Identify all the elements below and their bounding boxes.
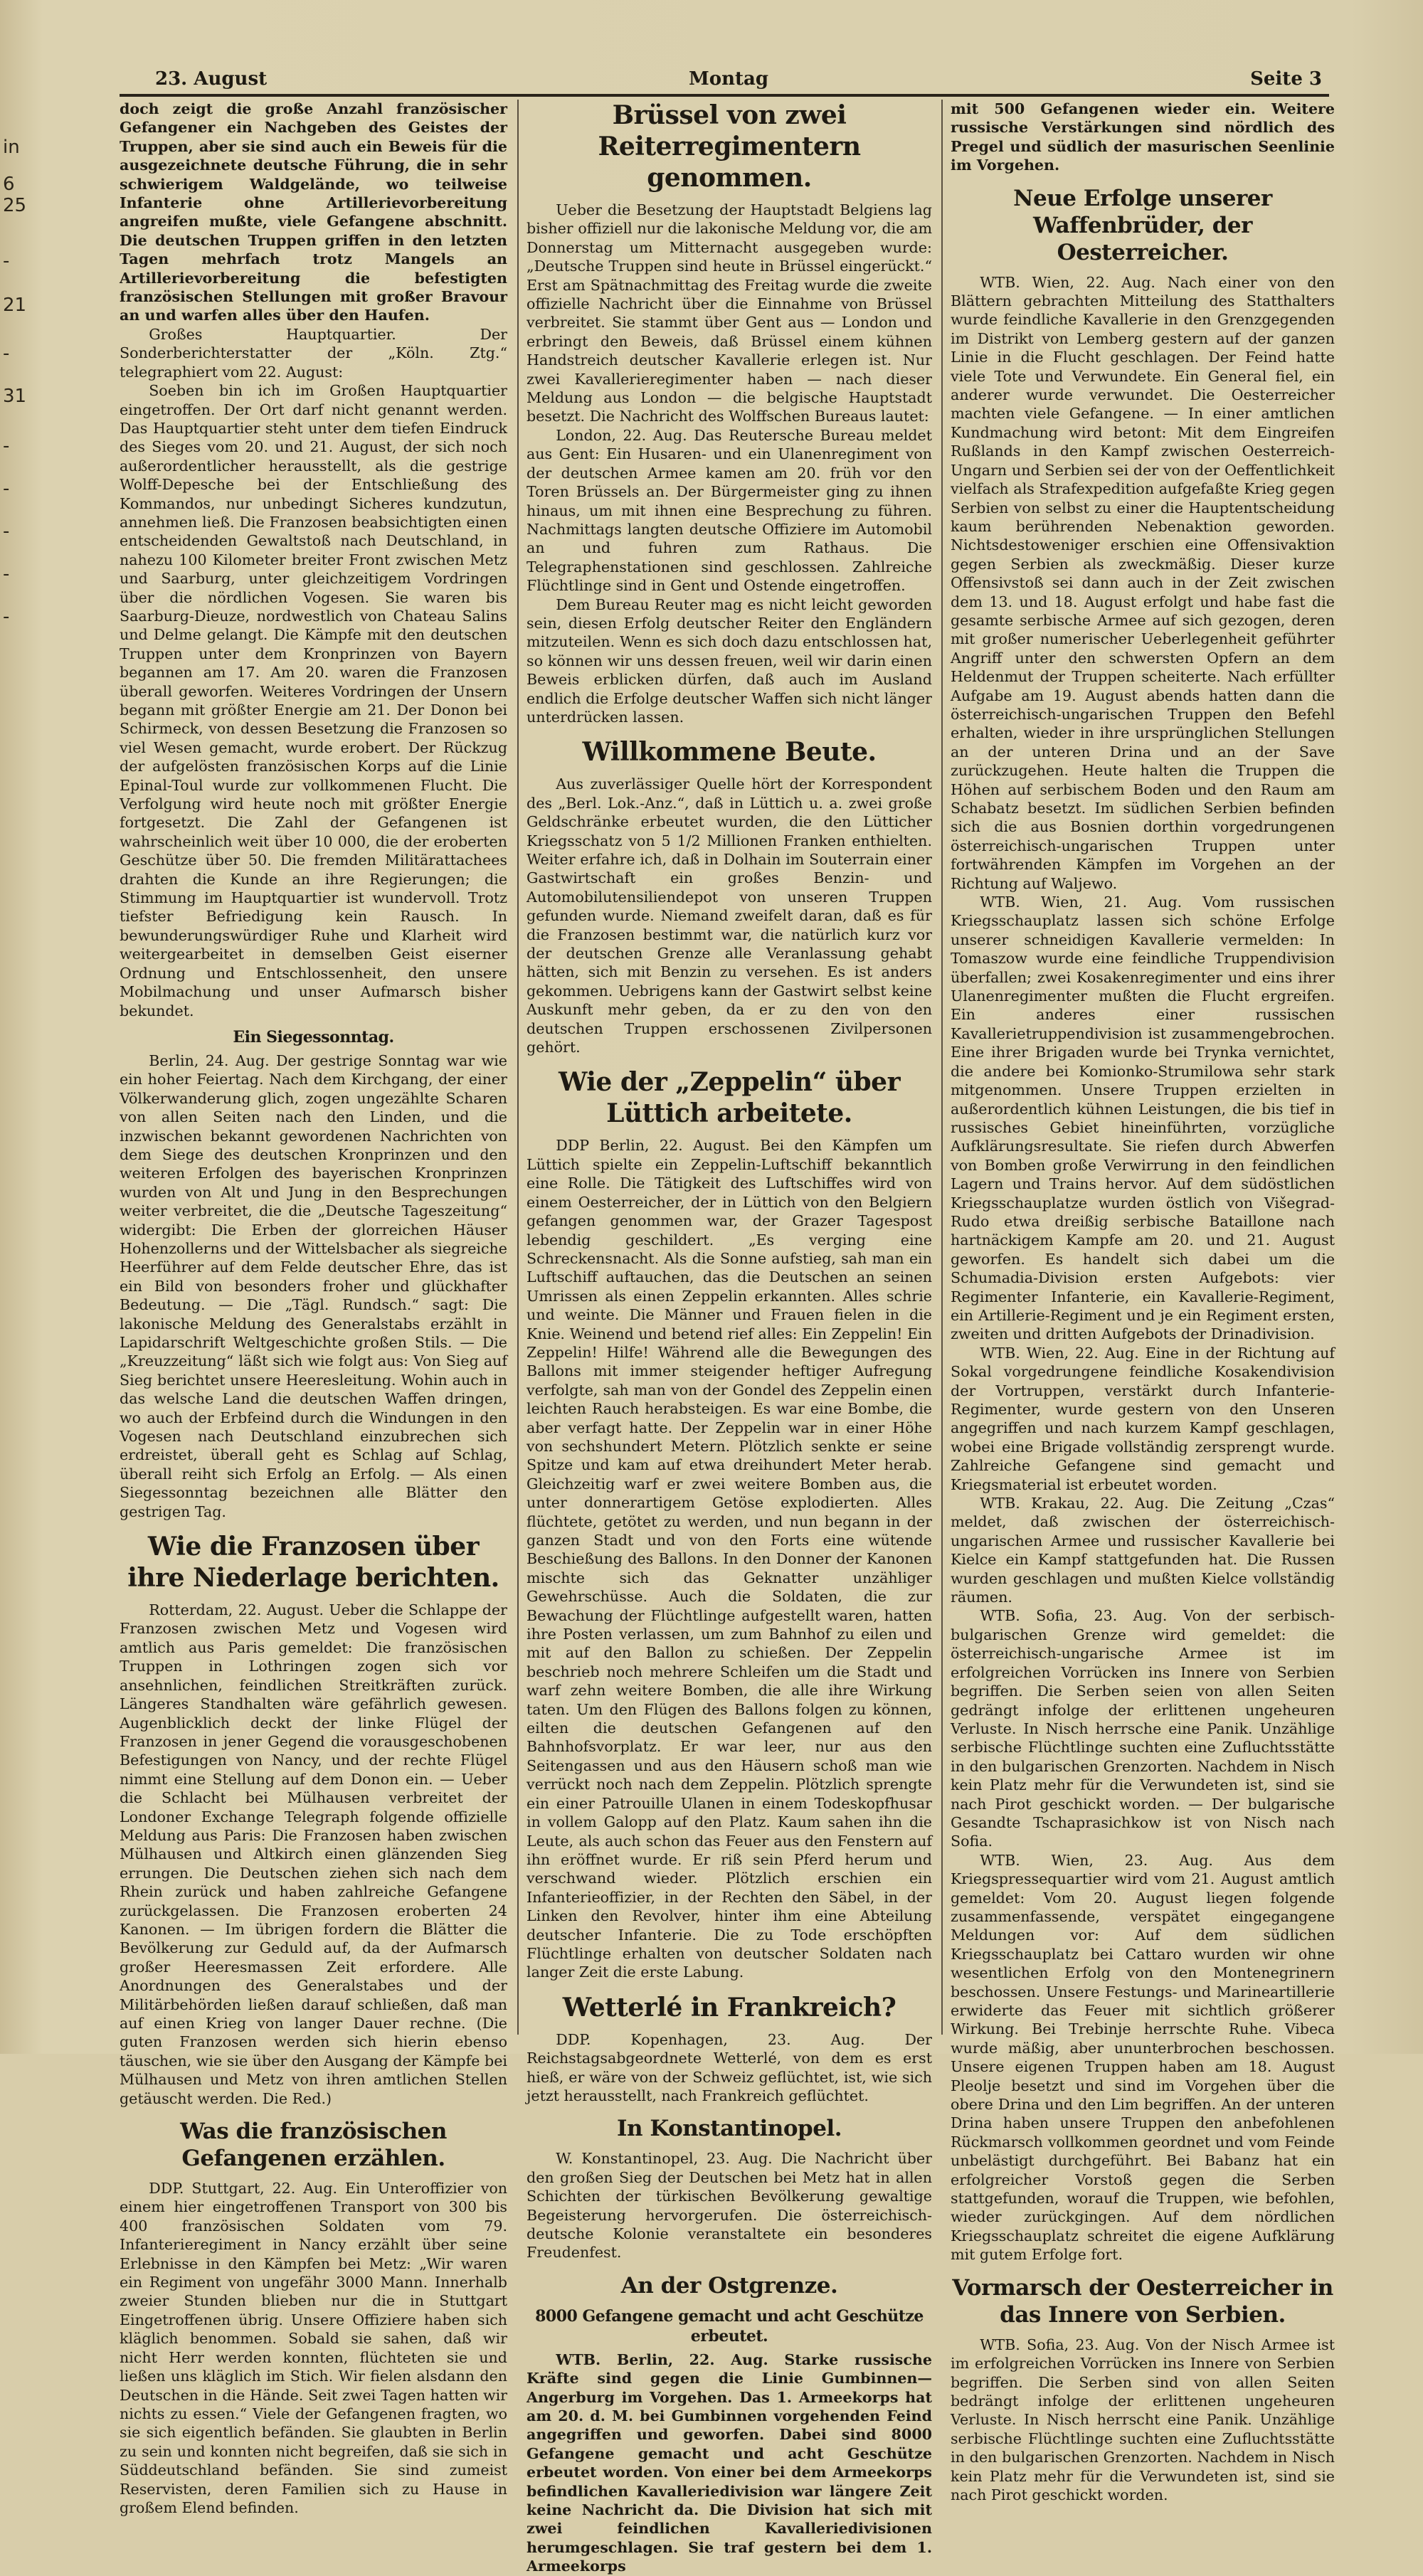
article-text: WTB. Sofia, 23. Aug. Von der Nisch Armee ist im erfolgreichen Vorrücken ins Innere von Serbien begriffen. Die Serben sind von allen Seiten bedrängt infolge der erlittenen ungeheuren Verluste. In Nisch herrscht eine Panik. Unzählige serbische Flüchtlinge suchten eine Zufluchtsstätte in den bulgarischen Grenzorten. Nachdem in Nisch kein Platz mehr für die Verwundeten ist, sind sie nach Pirot geschickt worden.	[951, 2336, 1335, 2503]
headline: Wie die Franzosen über ihre Niederlage berichten.	[127, 1532, 499, 1594]
article-text: Dem Bureau Reuter mag es nicht leicht geworden sein, diesen Erfolg deutscher Reiter den Engländern mitzuteilen. Wenn es sich doch dazu entschlossen hat, so können wir uns dessen freuen, weil wir darin einen Beweis erblicken dürfen, daß auch im Ausland endlich die Erfolge deutscher Waffen sich nicht länger unterdrücken lassen.	[527, 595, 932, 726]
margin-fragment: -	[3, 478, 10, 499]
article-text: WTB. Wien, 21. Aug. Vom russischen Kriegsschauplatz lassen sich schöne Erfolge unserer schneidigen Kavallerie vermelden: In Tomaszow wurde eine feindliche Truppendivision überfallen; zwei Kosakenregimenter und eins ihrer Ulanenregimenter mußten die Flucht ergreifen. Ein anderes einer russischen Kavallerietruppendivision ist zusammengebrochen. Eine ihrer Brigaden wurde bei Trynka vernichtet, die andere bei Komionko-Strumilowa sehr stark mitgenommen. Unsere Truppen erzielten in außerordentlich kühnen Leistungen, die bis tief in russisches Gebiet hineinführten, vorzügliche Aufklärungsresultate. Sie riefen durch Abwerfen von Bomben große Verwirrung in den feindlichen Lagern und Trains hervor. Auf dem südöstlichen Kriegsschauplatze wurden östlich von Višegrad-Rudo etwa dreißig serbische Bataillone nach hartnäckigem Kampfe am 20. und 21. August geworfen. Es handelt sich dabei um die Schumadia-Division ersten Aufgebots: vier Regimenter Infanterie, ein Kavallerie-Regiment, ein Artillerie-Regiment und je ein Regiment ersten, zweiten und dritten Aufgebots der Drinadivision.	[951, 894, 1335, 1343]
headline: Brüssel von zwei Reiterregimentern genommen.	[598, 100, 861, 193]
column-rule	[517, 100, 519, 2035]
margin-fragment: -	[3, 250, 10, 272]
article-text: DDP. Stuttgart, 22. Aug. Ein Unteroffizier von einem hier eingetroffenen Transport von 300 bis 400 französischen Soldaten vom 79. Infanterieregiment in Nancy erzählt über seine Erlebnisse in den Kämpfen bei Metz: „Wir waren ein Regiment von ungefähr 3000 Mann. Innerhalb zweier Stunden blieben nur die in Stuttgart Eingetroffenen übrig. Unsere Offiziere haben sich kläglich benommen. Sobald sie sahen, daß wir nicht Herr werden konnten, flüchteten sie und ließen uns kläglich im Stich. Wir fielen alsdann den Deutschen in die Hände. Seit zwei Tagen hatten wir nichts zu essen.“ Viele der Gefangenen fragten, wo sie sich eigentlich befänden. Sie glaubten in Berlin zu sein und konnten nicht begreifen, daß sie sich in Süddeutschland befänden. Sie sind zumeist Reservisten, deren Familien sich zu Hause in großem Elend befinden.	[120, 2180, 507, 2516]
masthead-page-number: Seite 3	[1250, 68, 1322, 90]
margin-fragment: 6	[3, 174, 15, 195]
article-text: DDP Berlin, 22. August. Bei den Kämpfen um Lüttich spielte ein Zeppelin-Luftschiff bekanntlich eine Rolle. Die Tätigkeit des Luftschiffes wird von einem Oesterreicher, der in Lüttich von den Belgiern gefangen genommen war, der Grazer Tagespost lebendig geschildert. „Es verging eine Schreckensnacht. Als die Sonne aufstieg, sah man ein Luftschiff auftauchen, das die Deutschen an seinen Umrissen als einen Zeppelin erkannten. Alles schrie und weinte. Die Männer und Frauen fielen in die Knie. Weinend und betend rief alles: Ein Zeppelin! Ein Zeppelin! Hilfe! Während alle die Bewegungen des Ballons mit immer steigender heftiger Aufregung verfolgte, sah man von der Gondel des Zeppelin einen leichten Rauch herabsteigen. Es war eine Bombe, die aber verfagt hatte. Der Zeppelin war in einer Höhe von sechshundert Metern. Plötzlich senkte er seine Spitze und kam auf etwa dreihundert Meter herab. Gleichzeitig warf er zwei weitere Bomben aus, die unter donnerartigem Getöse explodierten. Alles flüchtete, getötet zu werden, und nun begann in der ganzen Stadt und von den Forts eine wütende Beschießung des Ballons. In den Donner der Kanonen mischte sich das Geknatter unzähliger Gewehrschüsse. Auch die Soldaten, die zur Bewachung der Flüchtlinge aufgestellt waren, hatten ihre Posten verlassen, um zum Bahnhof zu eilen und mit auf den Ballon zu schießen. Der Zeppelin beschrieb noch mehrere Schleifen um die Stadt und warf zehn weitere Bomben, die alle ihre Wirkung taten. Um den Flügen des Ballons folgen zu können, eilten die deutschen Gefangenen auf den Bahnhofsvorplatz. Er war leer, nur aus den Seitengassen und aus den Häusern schoß man wie verrückt noch nach dem Zeppelin. Plötzlich sprengte ein einer Patrouille Ulanen in einem Todeskopfhusar in vollem Galopp auf den Platz. Kaum sahen ihn die Leute, als auch schon das Feuer aus den Fenstern auf ihn eröffnet wurde. Er riß sein Pferd herum und verschwand wieder. Plötzlich erschien ein Infanterieoffizier, in der Rechten den Säbel, in der Linken den Revolver, hinter ihm eine Abteilung deutscher Infanterie. Die zu Tode erschöpften Flüchtlinge erhalten von deutscher Soldaten nach langer Zeit die erste Labung.	[527, 1137, 932, 1981]
article-text: mit 500 Gefangenen wieder ein. Weitere russische Verstärkungen sind nördlich des Pregel und südlich der masurischen Seenlinie im Vorgehen.	[951, 100, 1335, 174]
article-text: Rotterdam, 22. August. Ueber die Schlappe der Franzosen zwischen Metz und Vogesen wird amtlich aus Paris gemeldet: Die französischen Truppen in Lothringen zogen sich vor ansehnlichen, feindlichen Streitkräften zurück. Längeres Standhalten wäre gefährlich gewesen. Augenblicklich deckt der linke Flügel der Franzosen in jener Gegend die vorausgeschobenen Befestigungen von Nancy, und der rechte Flügel nimmt eine Stellung auf dem Donon ein. — Ueber die Schlacht bei Mülhausen verbreitet der Londoner Exchange Telegraph folgende offizielle Meldung aus Paris: Die Franzosen haben zwischen Mülhausen und Altkirch einen glänzenden Sieg errungen. Die Deutschen ziehen sich nach dem Rhein zurück und haben zahlreiche Gefangene zurückgelassen. Die Franzosen eroberten 24 Kanonen. — Im übrigen fordern die Blätter die Bevölkerung zur Geduld auf, da der Aufmarsch großer Heeresmassen Zeit erfordere. Alle Anordnungen des Generalstabes und der Militärbehörden ließen darauf schließen, daß man auf einen Krieg von langer Dauer rechne. (Die guten Franzosen werden sich hierin ebenso täuschen, wie sie über den Ausgang der Kämpfe bei Mülhausen und Metz von ihren amtlichen Stellen getäuscht werden. Die Red.)	[120, 1601, 507, 2107]
margin-fragment: 31	[3, 386, 27, 407]
headline: Wetterlé in Frankreich?	[562, 1992, 896, 2023]
masthead-date: 23. August	[155, 68, 268, 90]
article-text: W. Konstantinopel, 23. Aug. Die Nachricht über den großen Sieg der Deutschen bei Metz hat in allen Schichten der türkischen Bevölkerung gewaltige Begeisterung hervorgerufen. Die österreichisch-deutsche Kolonie veranstaltete ein besonderes Freudenfest.	[527, 2150, 932, 2262]
article-text: doch zeigt die große Anzahl französischer Gefangener ein Nachgeben des Geistes der Truppen, aber sie sind auch ein Beweis für die ausgezeichnete deutsche Führung, die in sehr schwierigem Waldgelände, wo teilweise Infanterie ohne Artillerievorbereitung angreifen mußte, viele Gefangene abschnitt. Die deutschen Truppen griffen in den letzten Tagen mehrfach trotz Mangels an Artillerievorbereitung die befestigten französischen Stellungen mit großer Bravour an und warfen alles über den Haufen.	[120, 100, 507, 324]
headline: Was die französischen Gefangenen erzählen.	[180, 2119, 447, 2172]
headline: Vormarsch der Oesterreicher in das Innere von Serbien.	[952, 2274, 1333, 2328]
margin-fragment: -	[3, 563, 10, 585]
margin-fragment: in	[3, 137, 20, 158]
article-text: Soeben bin ich im Großen Hauptquartier eingetroffen. Der Ort darf nicht genannt werden. Das Hauptquartier steht unter dem tiefen Eindruck des Sieges vom 20. und 21. August, der sich noch außerordentlicher herausstellt, als die gestrige Wolff-Depesche bei der Entschließung des Kommandos, nur unbedingt Sicheres kundzutun, annehmen ließ. Die Franzosen beabsichtigten einen entscheidenden Gewaltstoß nach Deutschland, in nahezu 100 Kilometer breiter Front zwischen Metz und Saarburg, unter gleichzeitigem Vordringen über die nördlichen Vogesen. Sie waren bis Saarburg-Dieuze, nordwestlich von Chateau Salins und Delme gelangt. Die Kämpfe mit den deutschen Truppen unter dem Kronprinzen von Bayern begannen am 17. Am 20. waren die Franzosen überall geworfen. Weiteres Vordringen der Unsern begann mit größter Energie am 21. Der Donon bei Schirmeck, von dessen Besetzung die Franzosen so viel Wesen gemacht, wurde erobert. Der Rückzug der aufgelösten französischen Korps auf die Linie Epinal-Toul wurde zur vollkommenen Flucht. Die Verfolgung wird heute noch mit größter Energie fortgesetzt. Die Zahl der Gefangenen ist wahrscheinlich weit über 10 000, die der eroberten Geschütze über 50. Die fremden Militärattachees drahten die Kunde an ihre Regierungen; die Stimmung im Hauptquartier ist wundervoll. Trotz tiefster Befriedigung kein Rausch. In bewunderungswürdiger Ruhe und Klarheit wird weitergearbeitet in demselben Geist eiserner Ordnung und Entschlossenheit, den unsere Mobilmachung und unser Aufmarsch bisher bekundet.	[120, 382, 507, 1019]
left-margin-fragments	[0, 107, 33, 627]
article-text: WTB. Wien, 22. Aug. Nach einer von den Blättern gebrachten Mitteilung des Statthalters wurde feindliche Kavallerie in den Grenzgegenden im Distrikt von Lemberg gestern auf der ganzen Linie in die Flucht geschlagen. Der Feind hatte viele Tote und Verwundete. Ein General fiel, ein anderer wurde verwundet. Die Oesterreicher machten viele Gefangene. — In einer amtlichen Kundmachung wird betont: Mit dem Eingreifen Rußlands in den Kampf zwischen Oesterreich-Ungarn und Serbien sei der von der Oeffentlichkeit vielfach als Strafexpedition aufgefaßte Krieg gegen Serbien von selbst zu einer die Hauptentscheidung kaum berührenden Nebenaktion geworden. Nichtsdestoweniger erschien eine Offensivaktion gegen Serbien als zweckmäßig. Dieser kurze Offensivstoß sei dann auch in der Zeit zwischen dem 13. und 18. August erfolgt und habe fast die gesamte serbische Armee auf sich gezogen, deren mit großer numerischer Ueberlegenheit geführter Angriff unter den schwersten Opfern an dem Heldenmut der Truppen scheiterte. Nach erfüllter Aufgabe am 19. August abends hatten dann die österreichisch-ungarischen Truppen den Befehl erhalten, wieder in ihre ursprünglichen Stellungen an der unteren Drina und an der Save zurückzugehen. Heute halten die Truppen die Höhen auf serbischem Boden und den Raum am Schabatz besetzt. Im südlichen Serbien befinden sich die aus Bosnien dorthin vorgedrungenen österreichisch-ungarischen Truppen unter fortwährenden Kämpfen im Vorgehen an der Richtung auf Waljewo.	[951, 273, 1335, 892]
article-text: WTB. Wien, 23. Aug. Aus dem Kriegspressequartier wird vom 21. August amtlich gemeldet: Vom 20. August liegen folgende zusammenfassende, verspätet eingegangene Meldungen vor: Auf dem südlichen Kriegsschauplatz bei Cattaro wurden wir ohne wesentlichen Erfolg von den Montenegrinern beschossen. Unsere Festungs- und Marineartillerie erwiderte das Feuer mit sichtlich größerer Wirkung. Bei Trebinje herrschte Ruhe. Vibeca wurde mäßig, aber ununterbrochen beschossen. Unsere eigenen Truppen haben am 18. August Pleolje besetzt und sind im Vorgehen über die obere Drina und den Lim begriffen. An der unteren Drina haben unsere Truppen den anbefohlenen Rückmarsch vollkommen geordnet und vom Feinde unbelästigt durchgeführt. Bei Babanz hat ein erfolgreicher Vorstoß gegen die Serben stattgefunden, worauf die Truppen, wie befohlen, wieder zurückgingen. Auf dem nördlichen Kriegsschauplatz schreitet die eigene Aufklärung mit gutem Erfolge fort.	[951, 1851, 1335, 2264]
article-text: WTB. Krakau, 22. Aug. Die Zeitung „Czas“ meldet, daß zwischen der österreichisch-ungarischen Armee und russischer Kavallerie bei Kielce ein Kampf stattgefunden hat. Die Russen wurden geschlagen und mußten Kielce vollständig räumen.	[951, 1495, 1335, 1606]
margin-fragment: 21	[3, 295, 27, 316]
article-text: Großes Hauptquartier. Der Sonderberichterstatter der „Köln. Ztg.“ telegraphiert vom 22. August:	[120, 325, 507, 381]
article-text: WTB. Sofia, 23. Aug. Von der serbisch-bulgarischen Grenze wird gemeldet: die österreichisch-ungarische Armee ist im erfolgreichen Vorrücken ins Innere von Serbien begriffen. Die Serben seien von allen Seiten gedrängt infolge der erlittenen ungeheuren Verluste. In Nisch herrsche eine Panik. Unzählige serbische Flüchtlinge suchten eine Zufluchtsstätte in den bulgarischen Grenzorten. Nachdem in Nisch kein Platz mehr für die Verwundeten ist, sind sie nach Pirot geschickt worden. — Der bulgarische Gesandte Tschaprasichkow ist von Nisch nach Sofia.	[951, 1607, 1335, 1850]
margin-fragment: -	[3, 435, 10, 457]
margin-fragment: -	[3, 606, 10, 627]
headline: An der Ostgrenze.	[620, 2272, 838, 2299]
headline: Neue Erfolge unserer Waffenbrüder, der Oesterreicher.	[1013, 185, 1272, 265]
article-text: WTB. Wien, 22. Aug. Eine in der Richtung auf Sokal vorgedrungene feindliche Kosakendivision der Vortruppen, verstärkt durch Infanterie-Regimenter, wurde gestern von den Unseren angegriffen und nach kurzem Kampf geschlagen, wobei eine Brigade vollständig zersprengt wurde. Zahlreiche Gefangene sind gemacht und Kriegsmaterial ist erbeutet worden.	[951, 1344, 1335, 1493]
headline: In Konstantinopel.	[617, 2116, 842, 2142]
article-text: Aus zuverlässiger Quelle hört der Korrespondent des „Berl. Lok.-Anz.“, daß in Lüttich u. a. zwei große Geldschränke erbeutet wurden, die den Lütticher Kriegsschatz von 5 1/2 Millionen Franken enthielten. Weiter erfahre ich, daß in Dolhain im Souterrain einer Gastwirtschaft ein großes Benzin- und Automobilutensiliendepot von unseren Truppen gefunden wurde. Niemand zweifelt daran, daß es für die Franzosen bestimmt war, die natürlich kurz vor der deutschen Grenze alle Veranlassung gehabt hätten, sich mit Benzin zu versehen. Es ist anders gekommen. Uebrigens kann der Gastwirt selbst keine Auskunft mehr geben, da er zu den von den deutschen Truppen erschossenen Zivilpersonen gehört.	[527, 775, 932, 1056]
article-text: London, 22. Aug. Das Reutersche Bureau meldet aus Gent: Ein Husaren- und ein Ulanenregiment von der deutschen Armee kamen am 20. früh vor den Toren Brüssels an. Der Bürgermeister ging zu ihnen hinaus, um mit ihnen eine Besprechung zu führen. Nachmittags langten deutsche Offiziere im Automobil an und fuhren zum Rathaus. Die Telegraphenstationen sind geschlossen. Zahlreiche Flüchtlinge sind in Gent und Ostende eingetroffen.	[527, 426, 932, 595]
masthead	[120, 65, 1329, 97]
margin-fragment: -	[3, 521, 10, 542]
margin-fragment: -	[3, 343, 10, 364]
article-text: Berlin, 24. Aug. Der gestrige Sonntag war wie ein hoher Feiertag. Nach dem Kirchgang, der einer Völkerwanderung glich, zogen ungezählte Scharen von allen Seiten nach den Linden, und die inzwischen bekannt gewordenen Nachrichten von dem Siege des deutschen Kronprinzen und den weiteren Erfolgen des bayerischen Kronprinzen wurden von Alt und Jung in den Besprechungen weiter verbreitet, die die „Deutsche Tageszeitung“ widergibt: Die Erben der glorreichen Häuser Hohenzollerns und der Wittelsbacher als siegreiche Heerführer auf dem Felde deutscher Ehre, das ist ein Bild von besonders froher und glückhafter Bedeutung. — Die „Tägl. Rundsch.“ sagt: Die lakonische Meldung des Generalstabs erzählt in Lapidarschrift Weltgeschichte großen Stils. — Die „Kreuzzeitung“ läßt sich wie folgt aus: Von Sieg auf Sieg berichtet unsere Heeresleitung. Wohin auch in das welsche Land die deutschen Waffen dringen, wo auch der Erbfeind durch die Windungen in den Vogesen nach Deutschland einzubrechen sich erdreistet, überall geht es Schlag auf Schlag, überall reiht sich Erfolg an Erfolg. — Als einen Siegessonntag bezeichnen alle Blätter den gestrigen Tag.	[120, 1051, 507, 1520]
column-2	[527, 100, 932, 2575]
subheadline: 8000 Gefangene gemacht und acht Geschütze erbeutet.	[535, 2306, 924, 2346]
headline: Willkommene Beute.	[582, 737, 877, 768]
column-1	[120, 100, 507, 2516]
article-text: WTB. Berlin, 22. Aug. Starke russische Kräfte sind gegen die Linie Gumbinnen—Angerburg im Vorgehen. Das 1. Armeekorps hat am 20. d. M. bei Gumbinnen vorgehenden Feind angegriffen und geworfen. Dabei sind 8000 Gefangene gemacht und acht Geschütze erbeutet worden. Von einer bei dem Armeekorps befindlichen Kavalleriedivision war längere Zeit keine Nachricht da. Die Division hat sich mit zwei feindlichen Kavalleriedivisionen herumgeschlagen. Sie traf gestern bei dem 1. Armeekorps	[527, 2350, 932, 2575]
article-text: Ueber die Besetzung der Hauptstadt Belgiens lag bisher offiziell nur die lakonische Meldung vor, die am Donnerstag um Mitternacht ausgegeben wurde: „Deutsche Truppen sind heute in Brüssel eingerückt.“ Erst am Spätnachmittag des Freitag wurde die zweite offizielle Nachricht über die Einnahme von Brüssel verbreitet. Sie stammt über Gent aus — London und erbringt den Beweis, daß Brüssel einem kühnen Handstreich deutscher Kavallerie erlegen ist. Nur zwei Kavallerieregimenter haben — nach dieser Meldung aus London — die belgische Hauptstadt besetzt. Die Nachricht des Wolffschen Bureaus lautet:	[527, 201, 932, 425]
margin-fragment: 25	[3, 195, 27, 216]
headline: Wie der „Zeppelin“ über Lüttich arbeitete.	[558, 1067, 901, 1129]
headline: Ein Siegessonntag.	[233, 1027, 394, 1046]
article-text: DDP. Kopenhagen, 23. Aug. Der Reichstagsabgeordnete Wetterlé, von dem es erst hieß, er wäre von der Schweiz geflüchtet, ist, wie sich jetzt herausstellt, nach Frankreich geflüchtet.	[527, 2030, 932, 2104]
masthead-day: Montag	[689, 68, 769, 90]
column-rule	[941, 100, 943, 2035]
column-3	[951, 100, 1335, 2503]
